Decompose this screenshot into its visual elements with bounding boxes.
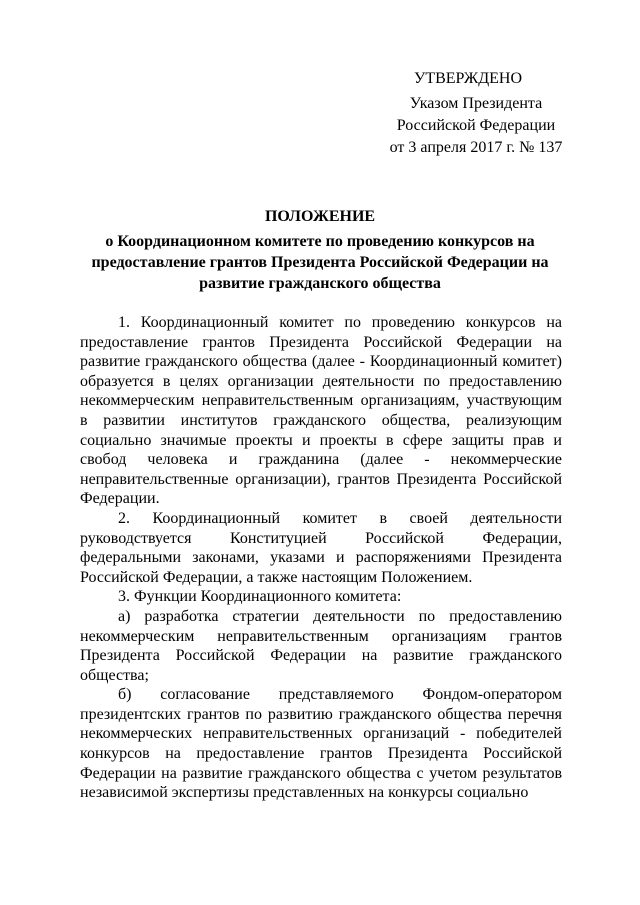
approval-line-3: от 3 апреля 2017 г. № 137 — [389, 139, 563, 156]
document-heading — [80, 206, 560, 294]
paragraph-2: 2. Координационный комитет в своей деятельности руководствуется Конституцией Российской Федерации, федеральными законами, указами и распоряжениями Президента Российской Федерации, а также настоящим Положением. — [80, 509, 562, 586]
document-body — [80, 313, 562, 803]
approval-line-1: Указом Президента — [409, 95, 543, 112]
document-subtitle: о Координационном комитете по проведению конкурсов на предоставление грантов Президента Российской Федерации на развитие гражданского общества — [91, 233, 549, 292]
paragraph-1: 1. Координационный комитет по проведению конкурсов на предоставление грантов Президента Российской Федерации на развитие гражданского общества (далее - Координационный комитет) образуется в целях организации деятельности по предоставлению некоммерческим неправительственным организациям, участвующим в развитии институтов гражданского общества, реализующим социально значимые проекты и проекты в сфере защиты прав и свобод человека и гражданина (далее - некоммерческие неправительственные организации), грантов Президента Российской Федерации. — [80, 314, 562, 508]
paragraph-3: 3. Функции Координационного комитета: — [118, 588, 402, 606]
approval-line-2: Российской Федерации — [396, 117, 556, 134]
document-title: ПОЛОЖЕНИЕ — [264, 208, 376, 225]
approval-stamp — [376, 68, 576, 159]
paragraph-3b: б) согласование представляемого Фондом-оператором президентских грантов по развитию гражданского общества перечня некоммерческих неправительственных организаций - победителей конкурсов на предоставление грантов Президента Российской Федерации на развитие гражданского общества с учетом результатов независимой экспертизы представленных на конкурсы социально — [80, 686, 562, 802]
approval-title: УТВЕРЖДЕНО — [414, 70, 523, 87]
paragraph-3a: а) разработка стратегии деятельности по предоставлению некоммерческим неправительственным организациям грантов Президента Российской Федерации на развитие гражданского общества; — [80, 607, 562, 684]
